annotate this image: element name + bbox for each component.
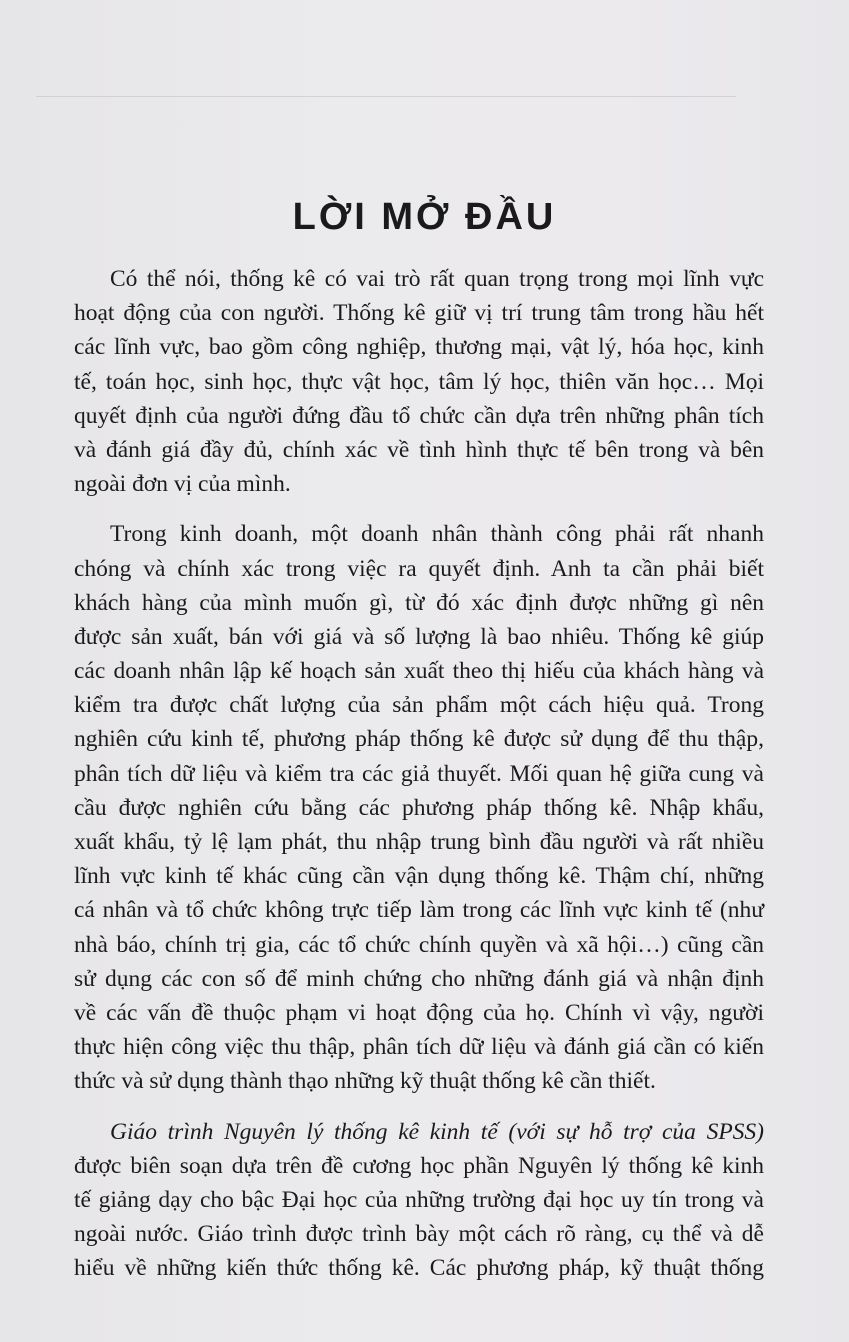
text-line: tế, toán học, sinh học, thực vật học, tâm lý học, thiên văn học… Mọi	[74, 368, 764, 395]
paragraph-1	[74, 262, 764, 501]
text-line: về các vấn đề thuộc phạm vi hoạt động của họ. Chính vì vậy, người	[74, 999, 764, 1026]
text-line: nghiên cứu kinh tế, phương pháp thống kê được sử dụng để thu thập,	[74, 726, 764, 753]
text-line: sử dụng các con số để minh chứng cho những đánh giá và nhận định	[74, 965, 764, 992]
text-line: xuất khẩu, tỷ lệ lạm phát, thu nhập trung bình đầu người và rất nhiều	[74, 829, 764, 855]
text-line: quyết định của người đứng đầu tổ chức cần dựa trên những phân tích	[74, 402, 764, 429]
text-line: khách hàng của mình muốn gì, từ đó xác định được những gì nên	[74, 589, 764, 616]
text-line: Có thể nói, thống kê có vai trò rất quan trọng trong mọi lĩnh vực	[110, 266, 764, 292]
text-line: lĩnh vực kinh tế khác cũng cần vận dụng thống kê. Thậm chí, những	[74, 863, 764, 890]
text-line: cá nhân và tổ chức không trực tiếp làm trong các lĩnh vực kinh tế (như	[74, 897, 764, 924]
text-line: nhà báo, chính trị gia, các tổ chức chính quyền và xã hội…) cũng cần	[74, 931, 764, 958]
text-line: ngoài nước. Giáo trình được trình bày một cách rõ ràng, cụ thể và dễ	[74, 1221, 764, 1248]
text-line: thức và sử dụng thành thạo những kỹ thuật thống kê cần thiết.	[74, 1068, 656, 1095]
text-line: các lĩnh vực, bao gồm công nghiệp, thương mại, vật lý, hóa học, kinh	[74, 334, 764, 361]
text-line: được biên soạn dựa trên đề cương học phần Nguyên lý thống kê kinh	[74, 1152, 764, 1179]
text-line: tế giảng dạy cho bậc Đại học của những trường đại học uy tín trong và	[74, 1186, 764, 1213]
text-line: phân tích dữ liệu và kiểm tra các giả thuyết. Mối quan hệ giữa cung và	[74, 760, 764, 787]
book-title-line: Giáo trình Nguyên lý thống kê kinh tế (với sự hỗ trợ của SPSS)	[110, 1118, 764, 1145]
text-line: hoạt động của con người. Thống kê giữ vị trí trung tâm trong hầu hết	[74, 300, 764, 327]
text-line: và đánh giá đầy đủ, chính xác về tình hình thực tế bên trong và bên	[74, 436, 764, 463]
text-line: Trong kinh doanh, một doanh nhân thành công phải rất nhanh	[110, 521, 764, 548]
header-rule	[36, 96, 736, 97]
text-line: ngoài đơn vị của mình.	[74, 471, 291, 498]
text-line: chóng và chính xác trong việc ra quyết định. Anh ta cần phải biết	[74, 555, 764, 582]
text-line: thực hiện công việc thu thập, phân tích dữ liệu và đánh giá cần có kiến	[74, 1034, 764, 1061]
body-text	[74, 262, 764, 1285]
text-line: kiểm tra được chất lượng của sản phẩm một cách hiệu quả. Trong	[74, 692, 764, 719]
text-line: hiểu về những kiến thức thống kê. Các phương pháp, kỹ thuật thống	[74, 1255, 764, 1282]
text-line: được sản xuất, bán với giá và số lượng là bao nhiêu. Thống kê giúp	[74, 623, 764, 650]
paragraph-2	[74, 517, 764, 1098]
text-line: cầu được nghiên cứu bằng các phương pháp thống kê. Nhập khẩu,	[74, 794, 764, 821]
text-line: các doanh nhân lập kế hoạch sản xuất theo thị hiếu của khách hàng và	[74, 658, 764, 685]
page-title: LỜI MỞ ĐẦU	[292, 196, 557, 238]
paragraph-3	[74, 1115, 764, 1286]
